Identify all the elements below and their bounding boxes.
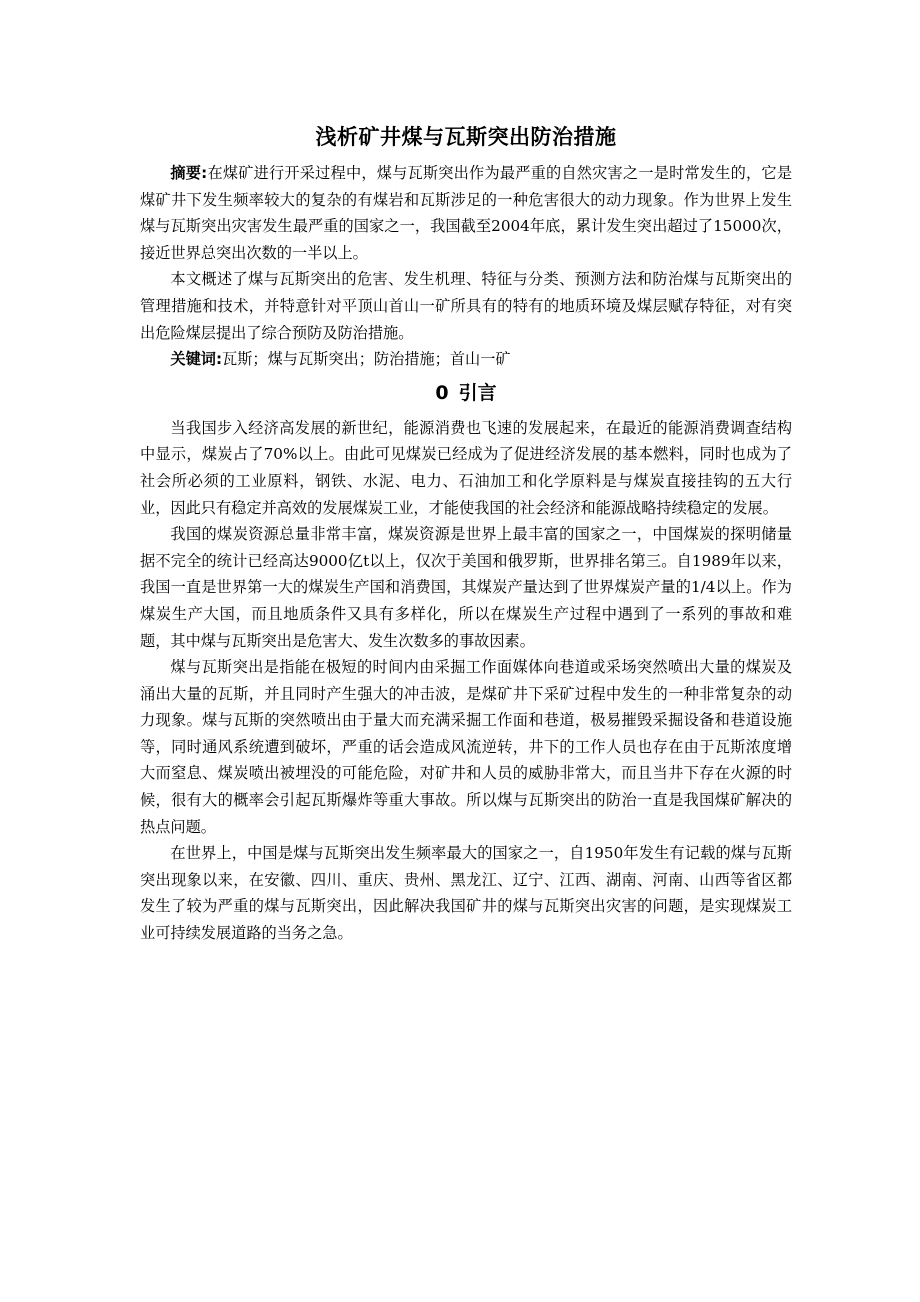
keywords-line xyxy=(140,346,792,373)
body-paragraph-4: 在世界上，中国是煤与瓦斯突出发生频率最大的国家之一，自1950年发生有记载的煤与瓦斯突出现象以来，在安徽、四川、重庆、贵州、黑龙江、辽宁、江西、湖南、河南、山西等省区都发生了较为严重的煤与瓦斯突出，因此解决我国矿井的煤与瓦斯突出灾害的问题，是实现煤炭工业可持续发展道路的当务之急。 xyxy=(140,844,792,943)
section-heading xyxy=(140,373,792,413)
document-title: 浅析矿井煤与瓦斯突出防治措施 xyxy=(315,125,617,149)
abstract-text-1: 在煤矿进行开采过程中，煤与瓦斯突出作为最严重的自然灾害之一是时常发生的，它是煤矿井下发生频率较大的复杂的有煤岩和瓦斯涉足的一种危害很大的动力现象。作为世界上发生煤与瓦斯突出灾害发生最严重的国家之一，我国截至2004年底，累计发生突出超过了15000次，接近世界总突出次数的一半以上。 xyxy=(140,164,793,262)
keywords-text: 瓦斯；煤与瓦斯突出；防治措施；首山一矿 xyxy=(222,350,511,369)
body-paragraph-2: 我国的煤炭资源总量非常丰富，煤炭资源是世界上最丰富的国家之一，中国煤炭的探明储量据不完全的统计已经高达9000亿t以上，仅次于美国和俄罗斯，世界排名第三。自1989年以来，我国一直是世界第一大的煤炭生产国和消费国，其煤炭产量达到了世界煤炭产量的1/4以上。作为煤炭生产大国，而且地质条件又具有多样化，所以在煤炭生产过程中遇到了一系列的事故和难题，其中煤与瓦斯突出是危害大、发生次数多的事故因素。 xyxy=(140,525,792,650)
body-paragraph-3: 煤与瓦斯突出是指能在极短的时间内由采掘工作面媒体向巷道或采场突然喷出大量的煤炭及涌出大量的瓦斯，并且同时产生强大的冲击波，是煤矿井下采矿过程中发生的一种非常复杂的动力现象。煤与瓦斯的突然喷出由于量大而充满采掘工作面和巷道，极易摧毁采掘设备和巷道设施等，同时通风系统遭到破坏，严重的话会造成风流逆转，井下的工作人员也存在由于瓦斯浓度增大而窒息、煤炭喷出被埋没的可能危险，对矿井和人员的威胁非常大，而且当井下存在火源的时候，很有大的概率会引起瓦斯爆炸等重大事故。所以煤与瓦斯突出的防治一直是我国煤矿解决的热点问题。 xyxy=(140,658,792,836)
abstract-paragraph-1 xyxy=(140,160,792,266)
section-number: 0 xyxy=(435,381,449,404)
body-paragraph-1: 当我国步入经济高发展的新世纪，能源消费也飞速的发展起来，在最近的能源消费调查结构中显示，煤炭占了70%以上。由此可见煤炭已经成为了促进经济发展的基本燃料，同时也成为了社会所必须的工业原料，钢铁、水泥、电力、石油加工和化学原料是与煤炭直接挂钩的五大行业，因此只有稳定并高效的发展煤炭工业，才能使我国的社会经济和能源战略持续稳定的发展。 xyxy=(140,418,792,517)
abstract-paragraph-2: 本文概述了煤与瓦斯突出的危害、发生机理、特征与分类、预测方法和防治煤与瓦斯突出的管理措施和技术，并特意针对平顶山首山一矿所具有的特有的地质环境及煤层赋存特征，对有突出危险煤层提出了综合预防及防治措施。 xyxy=(140,270,792,342)
section-title: 引言 xyxy=(458,381,497,404)
document-page xyxy=(140,118,792,947)
keywords-label: 关键词: xyxy=(170,350,223,369)
abstract-label: 摘要: xyxy=(170,164,208,182)
